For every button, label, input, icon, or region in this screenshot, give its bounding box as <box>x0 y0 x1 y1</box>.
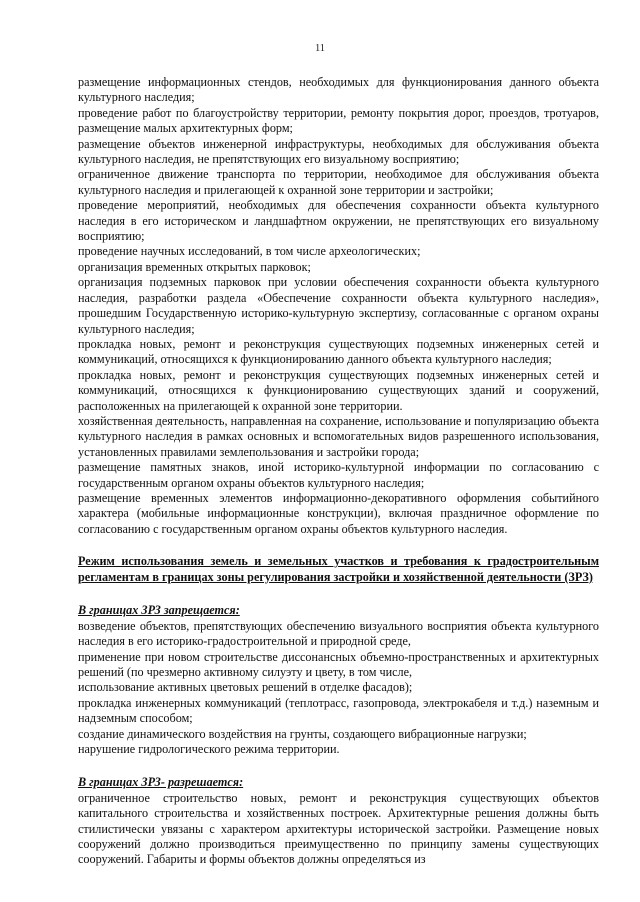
list-item: прокладка новых, ремонт и реконструкция существующих подземных инженерных сетей и коммуникаций, относящихся к функционированию существующих зданий и сооружений, расположенных на прилегающей к охранной зоне территории. <box>78 367 599 413</box>
list-item: применение при новом строительстве диссонансных объемно-пространственных и архитектурных решений (по чрезмерно активному силуэту и цвету, в том числе, <box>78 649 599 679</box>
list-item: нарушение гидрологического режима территории. <box>78 742 340 757</box>
section-title: Режим использования земель и земельных участков и требования к градостроительным регламентам в границах зоны регулирования застройки и хозяйственной деятельности (ЗРЗ) <box>78 554 599 584</box>
list-item: проведение научных исследований, в том числе археологических; <box>78 244 421 259</box>
list-item: размещение объектов инженерной инфраструктуры, необходимых для обслуживания объекта культурного наследия, не препятствующих его визуальному восприятию; <box>78 136 599 167</box>
document-body <box>78 75 599 868</box>
list-item: прокладка инженерных коммуникаций (теплотрасс, газопровода, электрокабеля и т.д.) наземным и надземным способом; <box>78 695 599 726</box>
list-item: проведение мероприятий, необходимых для обеспечения сохранности объекта культурного наследия в его историческом и ландшафтном окружении, не препятствующих его визуальному восприятию; <box>78 198 599 244</box>
list-item: организация подземных парковок при условии обеспечения сохранности объекта культурного наследия, разработки раздела «Обеспечение сохранности объекта культурного наследия», прошедшим Государственную историко-культурную экспертизу, согласованные с органом охраны культурного наследия; <box>78 275 599 336</box>
list-item: размещение информационных стендов, необходимых для функционирования данного объекта культурного наследия; <box>78 75 599 105</box>
prohibited-heading: В границах ЗРЗ запрещается: <box>78 603 240 618</box>
list-item: размещение памятных знаков, иной историко-культурной информации по согласованию с государственным органом охраны объектов культурного наследия; <box>78 460 599 490</box>
page-number: 11 <box>314 43 326 54</box>
list-item: использование активных цветовых решений в отделке фасадов); <box>78 680 413 695</box>
list-item: организация временных открытых парковок; <box>78 259 311 274</box>
list-item: ограниченное движение транспорта по территории, необходимое для обслуживания объекта культурного наследия и прилегающей к охранной зоне территории и застройки; <box>78 167 599 197</box>
allowed-text: ограниченное строительство новых, ремонт и реконструкция существующих объектов капитального строительства и хозяйственных построек. Архитектурные решения должны быть стилистически увязаны с характером архитектуры исторической застройки. Размещение новых сооружений должно производиться преимущественно по принципу замены существующих сооружений. Габариты и формы объектов должны определяться из <box>78 790 599 867</box>
list-item: возведение объектов, препятствующих обеспечению визуального восприятия объекта культурного наследия в его историко-градостроительной и природной среде, <box>78 618 599 649</box>
list-item: прокладка новых, ремонт и реконструкция существующих подземных инженерных сетей и коммуникаций, относящихся к функционированию данного объекта культурного наследия; <box>78 336 599 367</box>
list-item: создание динамического воздействия на грунты, создающего вибрационные нагрузки; <box>78 726 527 741</box>
allowed-heading: В границах ЗРЗ- разрешается: <box>78 775 244 790</box>
list-item: проведение работ по благоустройству территории, ремонту покрытия дорог, проездов, тротуаров, размещение малых архитектурных форм; <box>78 105 599 136</box>
list-item: хозяйственная деятельность, направленная на сохранение, использование и популяризацию объекта культурного наследия в рамках основных и вспомогательных видов разрешенного использования, установленных правилами землепользования и застройки города; <box>78 413 599 459</box>
list-item: размещение временных элементов информационно-декоративного оформления событийного характера (мобильные информационные конструкции), включая праздничное оформление по согласованию с государственным органом охраны объектов культурного наследия. <box>78 490 599 536</box>
